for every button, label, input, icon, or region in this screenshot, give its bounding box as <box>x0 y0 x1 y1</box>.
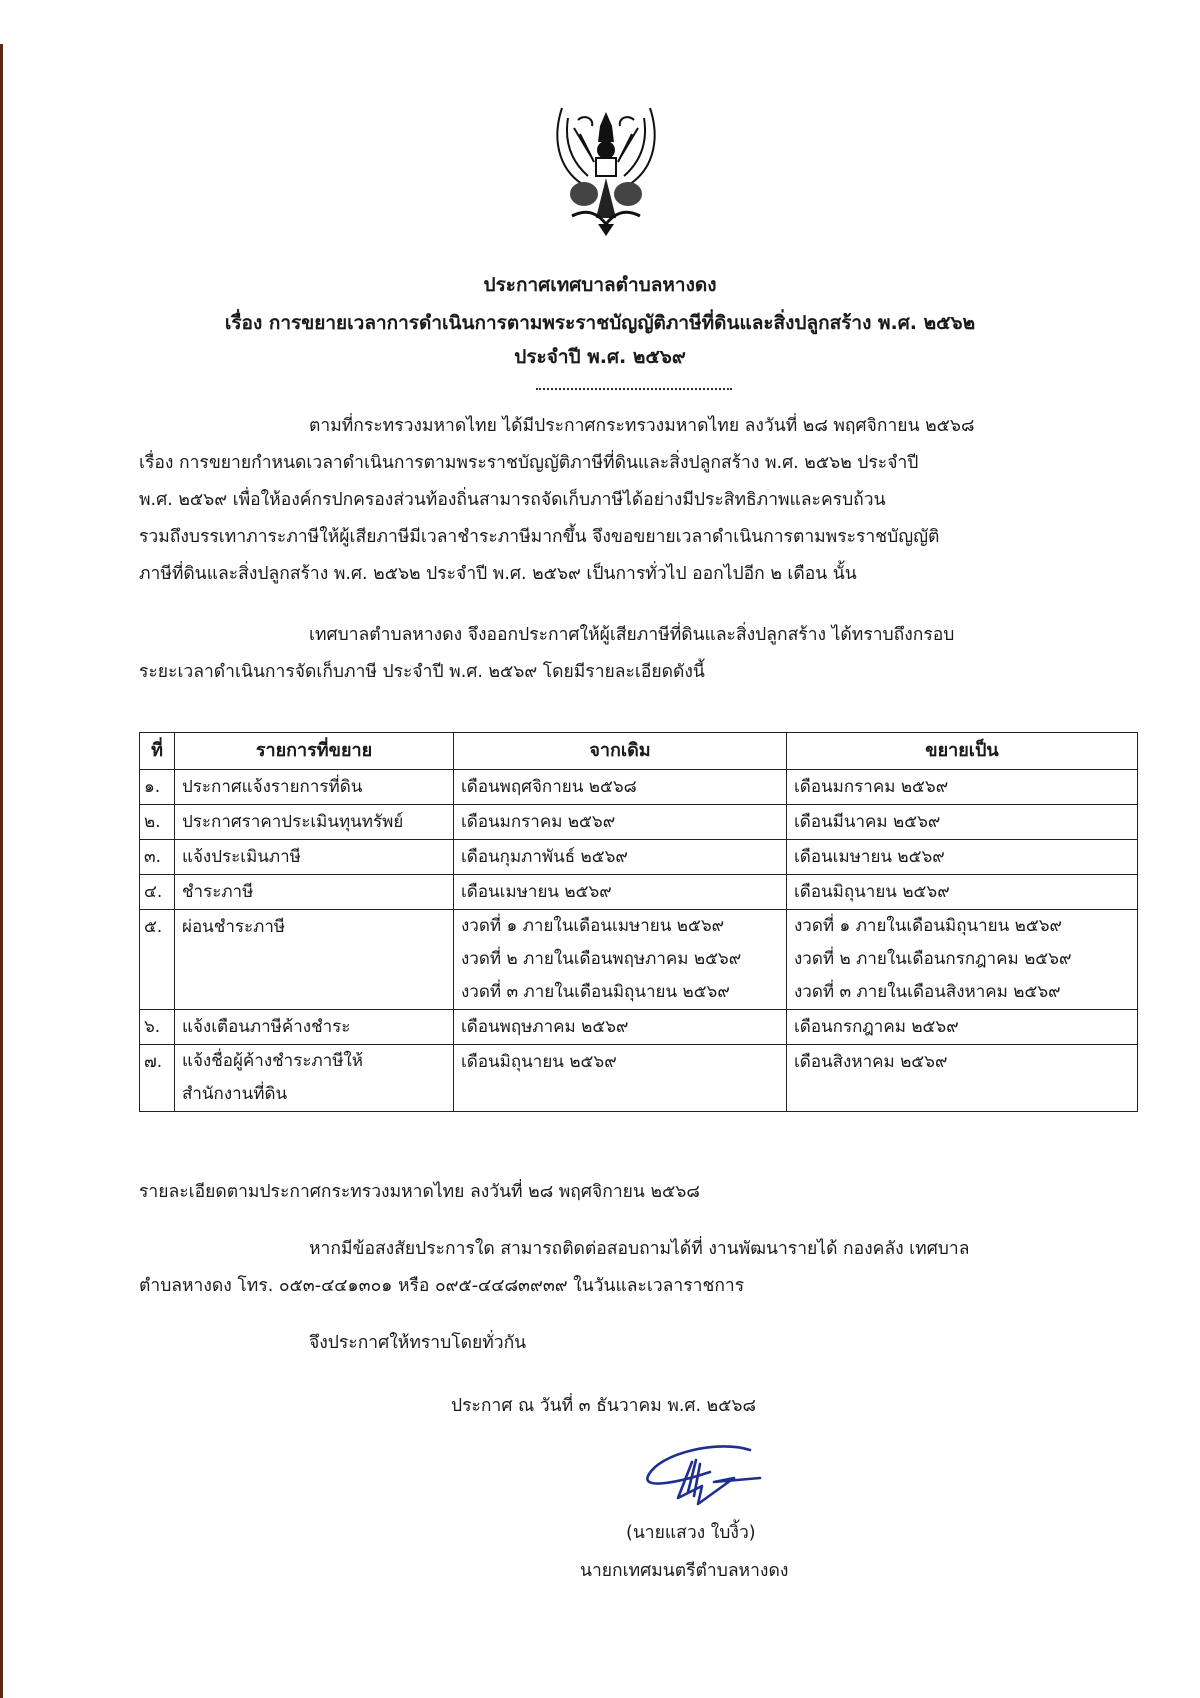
row-from-line: เดือนพฤษภาคม ๒๕๖๙ <box>461 1017 629 1037</box>
row-from-line: เดือนพฤศจิกายน ๒๕๖๘ <box>461 777 637 797</box>
signatory-name: (นายแสวง ใบงิ้ว) <box>626 1523 756 1543</box>
table-row <box>140 910 1138 1010</box>
row-from <box>454 770 787 805</box>
row-number: ๓. <box>140 840 175 875</box>
garuda-emblem-icon <box>548 98 664 238</box>
paragraph-2-line-2: ระยะเวลาดำเนินการจัดเก็บภาษี ประจำปี พ.ศ. ๒๕๖๙ โดยมีรายละเอียดดังนี้ <box>139 662 705 682</box>
row-to <box>787 840 1138 875</box>
handwritten-signature <box>640 1442 770 1514</box>
row-to <box>787 875 1138 910</box>
row-from-line: งวดที่ ๓ ภายในเดือนมิถุนายน ๒๕๖๙ <box>461 982 730 1002</box>
row-number: ๑. <box>140 770 175 805</box>
table-row <box>140 840 1138 875</box>
table-row <box>140 1045 1138 1112</box>
header-to: ขยายเป็น <box>787 733 1138 770</box>
row-to <box>787 1045 1138 1112</box>
row-number: ๗. <box>140 1045 175 1112</box>
row-to-line: งวดที่ ๒ ภายในเดือนกรกฎาคม ๒๕๖๙ <box>794 949 1072 969</box>
row-item <box>175 910 454 1010</box>
row-to-line: งวดที่ ๑ ภายในเดือนมิถุนายน ๒๕๖๙ <box>794 916 1062 936</box>
row-to-line: เดือนมีนาคม ๒๕๖๙ <box>794 812 941 832</box>
row-to <box>787 1010 1138 1045</box>
header-item: รายการที่ขยาย <box>175 733 454 770</box>
row-number: ๖. <box>140 1010 175 1045</box>
row-number: ๒. <box>140 805 175 840</box>
announcement-year: ประจำปี พ.ศ. ๒๕๖๙ <box>514 346 686 368</box>
row-item <box>175 1010 454 1045</box>
row-item <box>175 1045 454 1112</box>
row-to <box>787 910 1138 1010</box>
table-row <box>140 805 1138 840</box>
row-from-line: เดือนกุมภาพันธ์ ๒๕๖๙ <box>461 847 628 867</box>
row-from <box>454 1045 787 1112</box>
row-from <box>454 875 787 910</box>
closing-line: จึงประกาศให้ทราบโดยทั่วกัน <box>309 1333 527 1353</box>
row-number: ๔. <box>140 875 175 910</box>
row-item-line: ผ่อนชำระภาษี <box>182 917 286 937</box>
dotted-separator <box>536 388 732 390</box>
table-header-row <box>140 733 1138 770</box>
row-item-line: ประกาศแจ้งรายการที่ดิน <box>182 777 363 797</box>
row-item-line: แจ้งชื่อผู้ค้างชำระภาษีให้ <box>182 1051 363 1071</box>
row-from-line: เดือนมิถุนายน ๒๕๖๙ <box>461 1052 617 1072</box>
row-to-line: งวดที่ ๓ ภายในเดือนสิงหาคม ๒๕๖๙ <box>794 982 1061 1002</box>
contact-line-2: ตำบลหางดง โทร. ๐๕๓-๔๔๑๓๐๑ หรือ ๐๙๕-๔๔๘๓๙๓๙ ในวันและเวลาราชการ <box>139 1276 745 1296</box>
announcement-title: ประกาศเทศบาลตำบลหางดง <box>483 274 717 296</box>
paragraph-1-line-1: ตามที่กระทรวงมหาดไทย ได้มีประกาศกระทรวงมหาดไทย ลงวันที่ ๒๘ พฤศจิกายน ๒๕๖๘ <box>309 416 975 436</box>
reference-line: รายละเอียดตามประกาศกระทรวงมหาดไทย ลงวันที่ ๒๘ พฤศจิกายน ๒๕๖๘ <box>139 1182 700 1202</box>
row-to <box>787 770 1138 805</box>
paragraph-1-line-3: พ.ศ. ๒๕๖๙ เพื่อให้องค์กรปกครองส่วนท้องถิ่นสามารถจัดเก็บภาษีได้อย่างมีประสิทธิภาพและครบถ้วน <box>139 490 886 510</box>
row-item <box>175 875 454 910</box>
row-item-line: สำนักงานที่ดิน <box>182 1084 288 1104</box>
row-to-line: เดือนสิงหาคม ๒๕๖๙ <box>794 1052 948 1072</box>
row-from-line: เดือนมกราคม ๒๕๖๙ <box>461 812 616 832</box>
row-item <box>175 840 454 875</box>
table-row <box>140 875 1138 910</box>
paragraph-1-line-5: ภาษีที่ดินและสิ่งปลูกสร้าง พ.ศ. ๒๕๖๒ ประจำปี พ.ศ. ๒๕๖๙ เป็นการทั่วไป ออกไปอีก ๒ เดือน นั้น <box>139 564 857 584</box>
row-from-line: งวดที่ ๒ ภายในเดือนพฤษภาคม ๒๕๖๙ <box>461 949 742 969</box>
header-no: ที่ <box>140 733 175 770</box>
announcement-date: ประกาศ ณ วันที่ ๓ ธันวาคม พ.ศ. ๒๕๖๘ <box>451 1396 757 1416</box>
row-to-line: เดือนเมษายน ๒๕๖๙ <box>794 847 945 867</box>
row-item-line: แจ้งเตือนภาษีค้างชำระ <box>182 1017 351 1037</box>
table-row <box>140 1010 1138 1045</box>
row-item <box>175 805 454 840</box>
paragraph-1-line-2: เรื่อง การขยายกำหนดเวลาดำเนินการตามพระราชบัญญัติภาษีที่ดินและสิ่งปลูกสร้าง พ.ศ. ๒๕๖๒ ประจำปี <box>139 453 919 473</box>
row-to-line: เดือนมิถุนายน ๒๕๖๙ <box>794 882 950 902</box>
row-number: ๕. <box>140 910 175 1010</box>
signatory-title: นายกเทศมนตรีตำบลหางดง <box>580 1561 789 1581</box>
contact-line-1: หากมีข้อสงสัยประการใด สามารถติดต่อสอบถามได้ที่ งานพัฒนารายได้ กองคลัง เทศบาล <box>309 1239 970 1259</box>
header-from: จากเดิม <box>454 733 787 770</box>
row-item-line: ชำระภาษี <box>182 882 254 902</box>
row-to <box>787 805 1138 840</box>
announcement-subject: เรื่อง การขยายเวลาการดำเนินการตามพระราชบัญญัติภาษีที่ดินและสิ่งปลูกสร้าง พ.ศ. ๒๕๖๒ <box>224 312 976 334</box>
row-from <box>454 910 787 1010</box>
table-row <box>140 770 1138 805</box>
row-from <box>454 1010 787 1045</box>
paragraph-2-line-1: เทศบาลตำบลหางดง จึงออกประกาศให้ผู้เสียภาษีที่ดินและสิ่งปลูกสร้าง ได้ทราบถึงกรอบ <box>309 625 955 645</box>
row-from-line: งวดที่ ๑ ภายในเดือนเมษายน ๒๕๖๙ <box>461 916 725 936</box>
schedule-table <box>139 732 1138 1112</box>
row-to-line: เดือนมกราคม ๒๕๖๙ <box>794 777 949 797</box>
row-item <box>175 770 454 805</box>
row-from-line: เดือนเมษายน ๒๕๖๙ <box>461 882 612 902</box>
table-body <box>140 770 1138 1112</box>
paragraph-1-line-4: รวมถึงบรรเทาภาระภาษีให้ผู้เสียภาษีมีเวลาชำระภาษีมากขึ้น จึงขอขยายเวลาดำเนินการตามพระราชบัญญัติ <box>139 527 940 547</box>
row-to-line: เดือนกรกฎาคม ๒๕๖๙ <box>794 1017 959 1037</box>
row-item-line: ประกาศราคาประเมินทุนทรัพย์ <box>182 812 404 832</box>
row-from <box>454 840 787 875</box>
row-item-line: แจ้งประเมินภาษี <box>182 847 301 867</box>
row-from <box>454 805 787 840</box>
